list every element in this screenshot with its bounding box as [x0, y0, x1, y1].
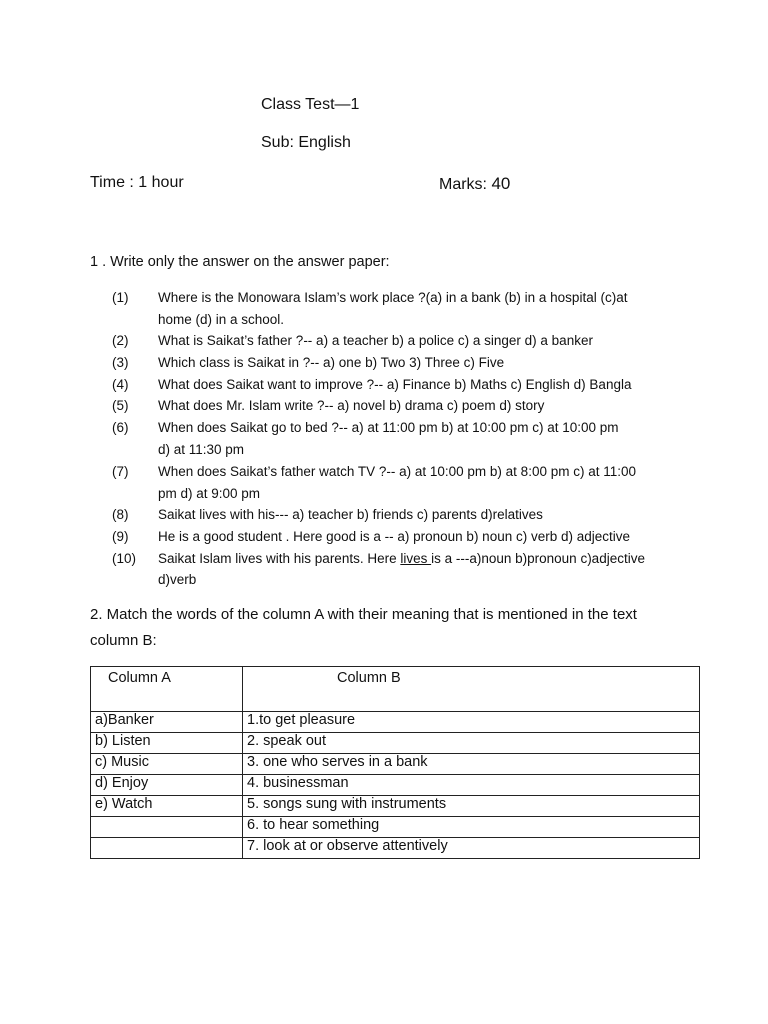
question-number: (9) [112, 529, 129, 544]
question-text [158, 551, 645, 566]
question-text-cont: d) at 11:30 pm [158, 442, 245, 457]
column-a-cell: a)Banker [91, 712, 243, 733]
question-number: (6) [112, 420, 129, 435]
table-row [91, 712, 700, 733]
column-b-cell: 6. to hear something [243, 817, 700, 838]
column-a-cell: d) Enjoy [91, 775, 243, 796]
column-a-header: Column A [91, 667, 243, 712]
marks-label [439, 174, 510, 194]
column-b-cell: 7. look at or observe attentively [243, 838, 700, 859]
table-row [91, 733, 700, 754]
subject-label: Sub: English [261, 134, 351, 151]
question-text: When does Saikat’s father watch TV ?-- a) at 10:00 pm b) at 8:00 pm c) at 11:00 [158, 464, 636, 479]
question-text: He is a good student . Here good is a -- a) pronoun b) noun c) verb d) adjective [158, 529, 631, 544]
section2-heading: 2. Match the words of the column A with their meaning that is mentioned in the text [90, 606, 637, 623]
question-text: Where is the Monowara Islam’s work place ?(a) in a bank (b) in a hospital (c)at [158, 290, 628, 305]
question-number: (3) [112, 355, 129, 370]
question-text: Which class is Saikat in ?-- a) one b) Two 3) Three c) Five [158, 355, 505, 370]
question-text: What is Saikat’s father ?-- a) a teacher b) a police c) a singer d) a banker [158, 333, 593, 348]
question-text-cont: home (d) in a school. [158, 312, 285, 327]
marks-value: 40 [491, 174, 511, 193]
table-row [91, 775, 700, 796]
question-text-cont: pm d) at 9:00 pm [158, 486, 261, 501]
question-number: (8) [112, 507, 129, 522]
table-row [91, 796, 700, 817]
question-number: (1) [112, 290, 129, 305]
question-text: Saikat lives with his--- a) teacher b) friends c) parents d)relatives [158, 507, 543, 522]
time-label: Time : 1 hour [90, 174, 184, 191]
section2-heading-cont: column B: [90, 632, 157, 649]
column-b-cell: 2. speak out [243, 733, 700, 754]
section1-heading: 1 . Write only the answer on the answer paper: [90, 254, 390, 270]
test-title: Class Test—1 [261, 96, 360, 113]
question-text: What does Mr. Islam write ?-- a) novel b) drama c) poem d) story [158, 398, 545, 413]
column-b-cell: 3. one who serves in a bank [243, 754, 700, 775]
table-row [91, 754, 700, 775]
question-text: What does Saikat want to improve ?-- a) Finance b) Maths c) English d) Bangla [158, 377, 632, 392]
column-a-cell [91, 838, 243, 859]
underlined-word: lives [400, 551, 432, 566]
table-row [91, 817, 700, 838]
column-a-cell: b) Listen [91, 733, 243, 754]
question-number: (7) [112, 464, 129, 479]
question-text-post: is a ---a)noun b)pronoun c)adjective [431, 551, 645, 566]
column-b-header: Column B [243, 667, 700, 712]
question-number: (4) [112, 377, 129, 392]
table-header-row [91, 667, 700, 712]
question-number: (10) [112, 551, 137, 566]
question-text-cont: d)verb [158, 572, 197, 587]
column-b-cell: 5. songs sung with instruments [243, 796, 700, 817]
column-a-cell [91, 817, 243, 838]
table-row [91, 838, 700, 859]
question-number: (5) [112, 398, 129, 413]
column-a-cell: e) Watch [91, 796, 243, 817]
column-a-cell: c) Music [91, 754, 243, 775]
column-b-cell: 1.to get pleasure [243, 712, 700, 733]
question-text-pre: Saikat Islam lives with his parents. Here [158, 551, 401, 566]
marks-prefix: Marks: [439, 176, 492, 193]
question-text: When does Saikat go to bed ?-- a) at 11:00 pm b) at 10:00 pm c) at 10:00 pm [158, 420, 619, 435]
column-b-cell: 4. businessman [243, 775, 700, 796]
match-table [90, 666, 700, 859]
question-number: (2) [112, 333, 129, 348]
